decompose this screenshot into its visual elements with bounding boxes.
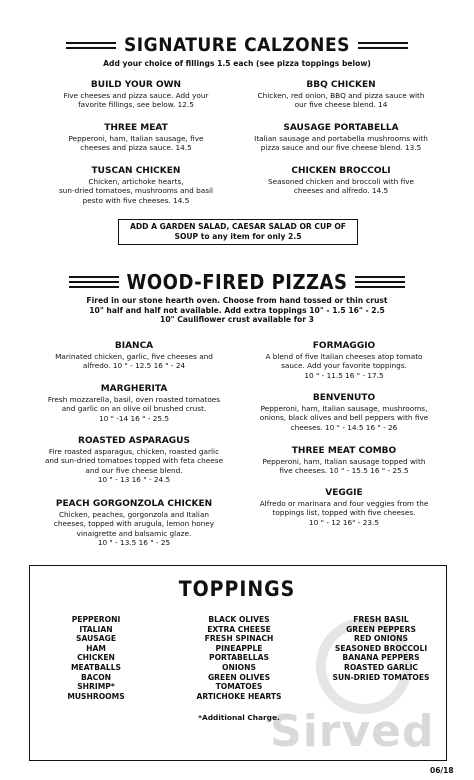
pizza-desc-line: Alfredo or marinara and four veggies from the (259, 499, 429, 508)
pizza-desc-line: 10 " -14 16 " - 25.5 (99, 413, 169, 423)
calzone-desc-line: sun-dried tomatoes, mushrooms and basil (58, 186, 214, 196)
topping-item: MEATBALLS (70, 662, 122, 672)
topping-item: BANANA PEPPERS (342, 653, 420, 663)
calzone-item (238, 166, 444, 196)
calzone-desc-line: our five cheese blend. 14 (294, 100, 388, 110)
pizza-item (238, 446, 450, 476)
topping-item: SAUSAGE (75, 634, 117, 644)
calzone-name: BBQ CHICKEN (306, 80, 376, 90)
topping-item: ROASTED GARLIC (344, 662, 418, 672)
calzone-desc-line: Five cheeses and pizza sauce. Add your (63, 91, 209, 100)
calzone-item (38, 80, 234, 110)
pizza-desc-line: Chicken, peaches, gorgonzola and Italian (58, 510, 210, 519)
pizza-desc-line: 10 " - 13 16 " - 24.5 (97, 474, 171, 484)
topping-item: SUN-DRIED TOMATOES (332, 672, 430, 682)
pizza-name: THREE MEAT COMBO (291, 446, 397, 456)
topping-item: EXTRA CHEESE (207, 624, 271, 634)
pizza-desc-line: and sun-dried tomatoes topped with feta cheese (44, 456, 224, 466)
pizza-item (28, 499, 240, 547)
pizzas-subtitle-line: 10" Cauliflower crust available for 3 (160, 315, 314, 325)
topping-item: BLACK OLIVES (208, 615, 270, 624)
topping-item: TOMATOES (215, 682, 263, 692)
pizza-desc-line: A blend of five Italian cheeses atop tomato (265, 352, 423, 361)
pizza-desc-line: cheeses. 10 " - 14.5 16 " - 26 (290, 422, 398, 432)
calzone-name: BUILD YOUR OWN (90, 80, 182, 90)
calzones-subtitle: Add your choice of fillings 1.5 each (see pizza toppings below) (103, 59, 371, 68)
toppings-col-1 (40, 615, 152, 701)
pizzas-subtitle-line: 10" half and half not available. Add extra toppings 10" - 1.5 16" - 2.5 (89, 305, 385, 315)
calzones-title: SIGNATURE CALZONES (124, 34, 350, 56)
calzone-item (238, 80, 444, 110)
topping-item: ONIONS (222, 662, 256, 672)
pizza-name: BENVENUTO (312, 393, 376, 403)
pizza-desc-line: toppings list, topped with five cheeses. (272, 508, 416, 518)
topping-item: PEPPERONI (71, 615, 121, 624)
addon-box (118, 219, 358, 245)
calzone-name: THREE MEAT (104, 123, 168, 133)
topping-item: MUSHROOMS (67, 691, 125, 701)
pizza-desc-line: Marinated chicken, garlic, five cheeses and (55, 352, 213, 361)
pizzas-subtitle (0, 296, 474, 325)
calzones-title-row (0, 34, 474, 56)
pizza-desc-line: 10 " - 11.5 16 " - 17.5 (304, 370, 384, 380)
watermark-text: Sirved (270, 706, 435, 757)
topping-item: PORTABELLAS (209, 653, 269, 663)
pizza-desc-line: sauce. Add your favorite toppings. (281, 361, 407, 371)
topping-item: GREEN PEPPERS (346, 624, 416, 634)
topping-item: ITALIAN (79, 624, 113, 634)
pizza-item (238, 393, 450, 432)
pizza-desc-line: 10 " - 12 16" - 23.5 (309, 517, 379, 527)
calzone-desc-line: Italian sausage and portabella mushrooms with (254, 134, 428, 143)
pizza-desc-line: vinaigrette and balsamic glaze. (76, 528, 192, 538)
calzone-desc-line: Chicken, artichoke hearts, (88, 177, 184, 186)
calzone-desc-line: cheeses and alfredo. 14.5 (293, 186, 389, 196)
pizza-item (28, 341, 240, 371)
toppings-title: TOPPINGS (178, 577, 296, 601)
addon-line: ADD A GARDEN SALAD, CAESAR SALAD OR CUP OF (129, 222, 346, 231)
calzone-item (238, 123, 444, 153)
pizza-desc-line: five cheeses. 10 " - 15.5 16 " - 25.5 (279, 466, 409, 476)
pizza-desc-line: and our five cheese blend. (85, 465, 183, 475)
pizza-name: FORMAGGIO (312, 341, 376, 351)
calzone-desc-line: cheeses and pizza sauce. 14.5 (80, 143, 192, 153)
pizza-desc-line: 10 " - 13.5 16 " - 25 (97, 537, 171, 547)
pizza-name: BIANCA (114, 341, 154, 351)
topping-item: FRESH SPINACH (204, 634, 274, 644)
topping-item: SHRIMP* (77, 682, 115, 692)
calzone-desc-line: Pepperoni, ham, Italian sausage, five (68, 134, 204, 143)
pizza-desc-line: cheeses, topped with arugula, lemon honey (53, 519, 215, 529)
additional-charge-note: *Additional Charge. (198, 713, 280, 722)
topping-item: SEASONED BROCCOLI (334, 643, 428, 653)
topping-item: RED ONIONS (354, 634, 408, 644)
calzone-name: CHICKEN BROCCOLI (291, 166, 391, 176)
calzone-item (38, 166, 234, 205)
topping-item: HAM (86, 643, 106, 653)
pizza-item (238, 341, 450, 380)
title-rule-right (355, 276, 405, 288)
pizza-item (238, 488, 450, 527)
calzone-desc-line: pesto with five cheeses. 14.5 (82, 195, 190, 205)
topping-item: PINEAPPLE (215, 643, 263, 653)
calzone-desc-line: Chicken, red onion, BBQ and pizza sauce with (257, 91, 425, 100)
pizza-name: VEGGIE (325, 488, 363, 498)
pizza-desc-line: alfredo. 10 " - 12.5 16 " - 24 (82, 361, 186, 371)
calzone-desc-line: Seasoned chicken and broccoli with five (267, 177, 415, 186)
pizza-name: ROASTED ASPARAGUS (78, 436, 190, 446)
topping-item: GREEN OLIVES (207, 672, 271, 682)
calzone-desc-line: pizza sauce and our five cheese blend. 13.5 (260, 143, 422, 153)
calzone-item (38, 123, 234, 153)
pizza-item (28, 384, 240, 423)
calzone-desc-line: favorite fillings, see below. 12.5 (78, 100, 194, 110)
toppings-col-3 (322, 615, 440, 682)
toppings-col-2 (180, 615, 298, 701)
topping-item: ARTICHOKE HEARTS (196, 691, 282, 701)
pizzas-subtitle-line: Fired in our stone hearth oven. Choose from hand tossed or thin crust (86, 296, 388, 305)
date-code: 06/18 (430, 766, 454, 775)
title-rule-left (69, 276, 119, 288)
topping-item: BACON (80, 672, 112, 682)
topping-item: CHICKEN (77, 653, 115, 663)
addon-line: SOUP to any item for only 2.5 (174, 231, 302, 241)
pizza-name: PEACH GORGONZOLA CHICKEN (55, 499, 213, 509)
title-rule-right (358, 42, 408, 49)
pizza-desc-line: Fresh mozzarella, basil, oven roasted tomatoes (47, 395, 221, 404)
topping-item: FRESH BASIL (353, 615, 409, 624)
pizza-desc-line: Pepperoni, ham, Italian sausage topped with (262, 457, 426, 466)
pizza-desc-line: onions, black olives and bell peppers with five (259, 413, 429, 423)
pizza-name: MARGHERITA (100, 384, 168, 394)
pizza-desc-line: and garlic on an olive oil brushed crust. (61, 404, 207, 414)
pizzas-title: WOOD-FIRED PIZZAS (126, 270, 348, 294)
calzone-name: SAUSAGE PORTABELLA (283, 123, 399, 133)
calzone-name: TUSCAN CHICKEN (91, 166, 181, 176)
pizza-desc-line: Fire roasted asparagus, chicken, roasted garlic (48, 447, 220, 456)
pizza-item (28, 436, 240, 484)
pizzas-title-row (0, 270, 474, 294)
pizza-desc-line: Pepperoni, ham, Italian sausage, mushrooms, (260, 404, 428, 413)
title-rule-left (66, 42, 116, 49)
